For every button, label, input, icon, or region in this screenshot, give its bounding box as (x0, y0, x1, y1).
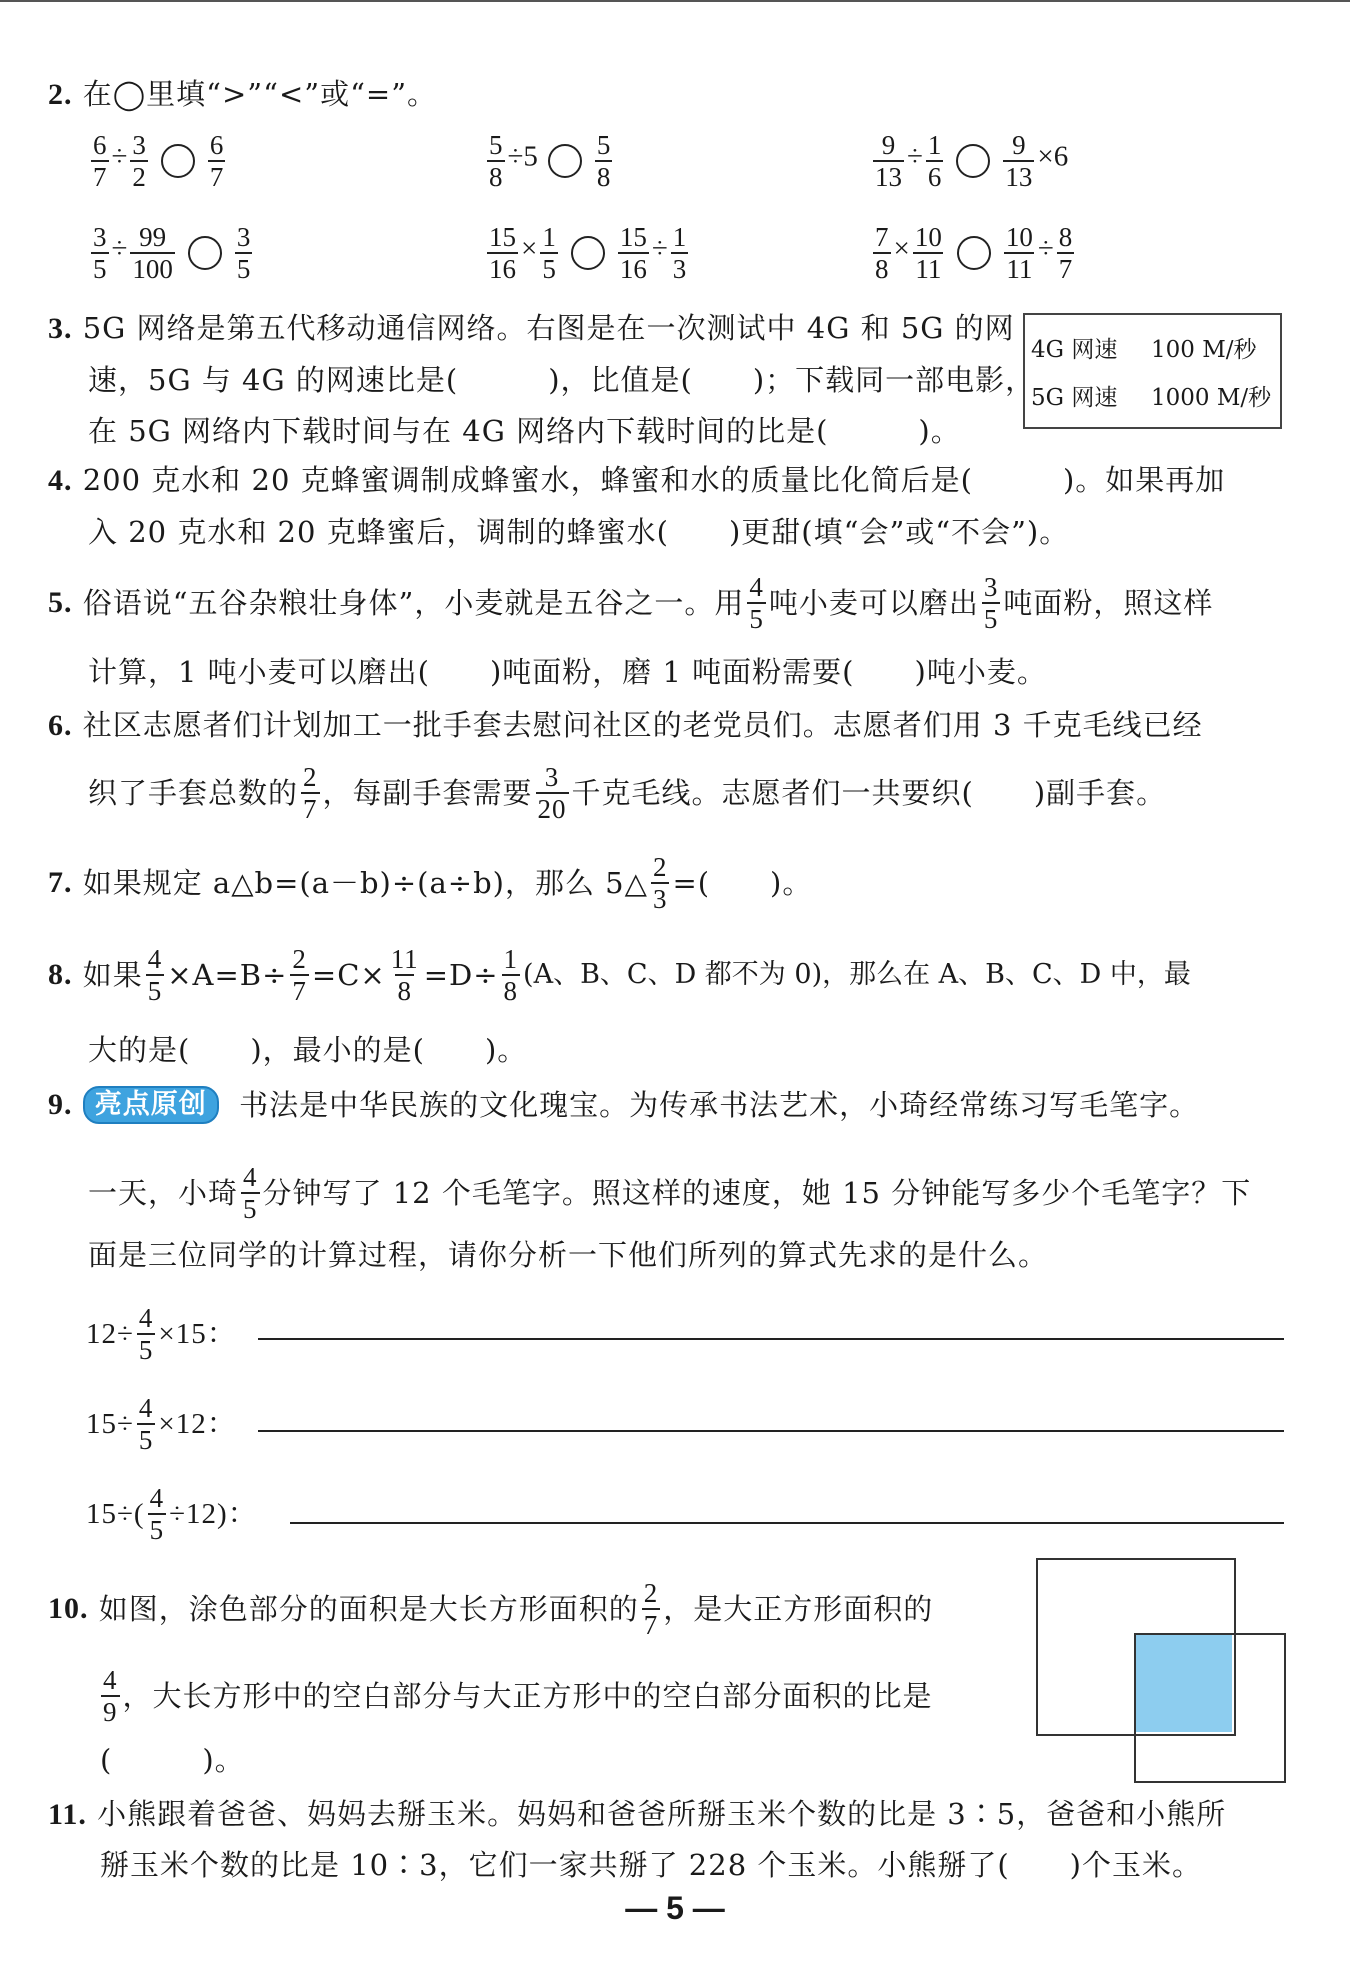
question-4-line-1: 4. 200 克水和 20 克蜂蜜调制成蜂蜜水，蜂蜜和水的质量比化简后是( )。如果再加 (48, 463, 1226, 497)
question-9-line-1: 9. 亮点原创 书法是中华民族的文化瑰宝。为传承书法艺术，小琦经常练习写毛笔字。 (48, 1085, 1199, 1125)
big-rectangle-outline (1036, 1558, 1236, 1736)
expression-3: 15÷( $\frac{4}{5}$ ÷12)： (86, 1483, 258, 1545)
question-10-line-3: ( )。 (100, 1743, 245, 1777)
question-3-line-2: 速，5G 与 4G 的网速比是( )，比值是( )；下载同一部电影， (88, 363, 1036, 397)
question-number: 5. (48, 586, 73, 619)
speed-label-4g: 4G 网速 (1031, 337, 1118, 363)
question-6-line-1: 6. 社区志愿者们计划加工一批手套去慰问社区的老党员们。志愿者们用 3 千克毛线已经 (48, 708, 1203, 742)
question-number: 10. (48, 1592, 89, 1625)
question-8-line-2: 大的是( )，最小的是( )。 (88, 1033, 528, 1067)
compare-circle[interactable] (161, 144, 195, 178)
compare-circle[interactable] (956, 144, 990, 178)
question-9-line-2: 一天，小琦 $\frac{4}{5}$ 分钟写了 12 个毛笔字。照这样的速度，她 15 分钟能写多少个毛笔字？下 (88, 1162, 1252, 1224)
question-number: 11. (48, 1798, 87, 1831)
question-7: 7. 如果规定 a△b=(a－b)÷(a÷b)，那么 5△ $\frac{2}{3}$ =( )。 (48, 852, 813, 914)
q2-item-4: $\frac{3}{5}$ ÷ $\frac{99}{100}$ $\frac{3}{5}$ (93, 222, 251, 284)
speed-label-5g: 5G 网速 (1031, 385, 1118, 411)
q2-item-6: $\frac{7}{8}$ × $\frac{10}{11}$ $\frac{10}{11}$ ÷ $\frac{8}{7}$ (875, 222, 1073, 284)
q2-item-2: $\frac{5}{8}$ ÷5 $\frac{5}{8}$ (489, 130, 611, 192)
question-2 (48, 74, 437, 115)
q2-item-3: $\frac{9}{13}$ ÷ $\frac{1}{6}$ $\frac{9}{13}$ ×6 (875, 130, 1069, 192)
compare-circle[interactable] (548, 144, 582, 178)
q2-item-1: $\frac{6}{7}$ ÷ $\frac{3}{2}$ $\frac{6}{7}$ (93, 130, 224, 192)
expression-1: 12÷ $\frac{4}{5}$ ×15： (86, 1303, 237, 1365)
original-badge: 亮点原创 (83, 1086, 219, 1124)
question-number: 6. (48, 709, 73, 742)
question-5-line-2: 计算，1 吨小麦可以磨出( )吨面粉，磨 1 吨面粉需要( )吨小麦。 (88, 655, 1047, 689)
answer-line-2[interactable] (258, 1430, 1284, 1432)
network-speed-box (1023, 313, 1282, 429)
question-number: 8. (48, 958, 73, 991)
top-border (0, 0, 1350, 2)
compare-circle[interactable] (188, 236, 222, 270)
question-6-line-2: 织了手套总数的 $\frac{2}{7}$ ，每副手套需要 $\frac{3}{20}$ 千克毛线。志愿者们一共要织( )副手套。 (88, 762, 1167, 824)
question-11-line-1: 11. 小熊跟着爸爸、妈妈去掰玉米。妈妈和爸爸所掰玉米个数的比是 3∶5，爸爸和小熊所 (48, 1797, 1227, 1831)
compare-circle[interactable] (957, 236, 991, 270)
speed-value-4g: 100 M/秒 (1151, 337, 1257, 363)
question-4-line-2: 入 20 克水和 20 克蜂蜜后，调制的蜂蜜水( )更甜(填“会”或“不会”)。 (88, 515, 1070, 549)
question-10-line-1: 10. 如图，涂色部分的面积是大长方形面积的 $\frac{2}{7}$ ，是大正方形面积的 (48, 1578, 934, 1640)
question-number: 7. (48, 866, 73, 899)
answer-line-1[interactable] (258, 1338, 1284, 1340)
question-number: 3. (48, 312, 73, 345)
q2-item-5: $\frac{15}{16}$ × $\frac{1}{5}$ $\frac{15}{16}$ ÷ $\frac{1}{3}$ (489, 222, 687, 284)
question-8-line-1: 8. 如果 $\frac{4}{5}$ ×A=B÷ $\frac{2}{7}$ =C× $\frac{11}{8}$ =D÷ $\frac{1}{8}$ (A、B、C、D 都不为 0)，那么在 A、B、C、D 中，最 (48, 944, 1191, 1006)
question-11-line-2: 掰玉米个数的比是 10∶3，它们一家共掰了 228 个玉米。小熊掰了( )个玉米。 (100, 1848, 1202, 1882)
question-5-line-1: 5. 俗语说“五谷杂粮壮身体”，小麦就是五谷之一。用 $\frac{4}{5}$ 吨小麦可以磨出 $\frac{3}{5}$ 吨面粉，照这样 (48, 572, 1214, 634)
question-number: 9. (48, 1088, 73, 1121)
expression-2: 15÷ $\frac{4}{5}$ ×12： (86, 1393, 237, 1455)
compare-circle[interactable] (571, 236, 605, 270)
answer-line-3[interactable] (290, 1522, 1284, 1524)
question-10-line-2: $\frac{4}{9}$ ，大长方形中的空白部分与大正方形中的空白部分面积的比是 (103, 1665, 933, 1727)
question-3-line-1: 3. 5G 网络是第五代移动通信网络。右图是在一次测试中 4G 和 5G 的网 (48, 311, 1015, 345)
speed-value-5g: 1000 M/秒 (1151, 385, 1272, 411)
page-number: — 5 — (625, 1890, 725, 1926)
question-9-line-3: 面是三位同学的计算过程，请你分析一下他们所列的算式先求的是什么。 (88, 1238, 1049, 1272)
question-number: 2. (48, 78, 73, 111)
question-stem: 在◯里填“>”“<”或“=”。 (82, 77, 438, 111)
question-3-line-3: 在 5G 网络内下载时间与在 4G 网络内下载时间的比是( )。 (88, 414, 961, 448)
question-number: 4. (48, 464, 73, 497)
